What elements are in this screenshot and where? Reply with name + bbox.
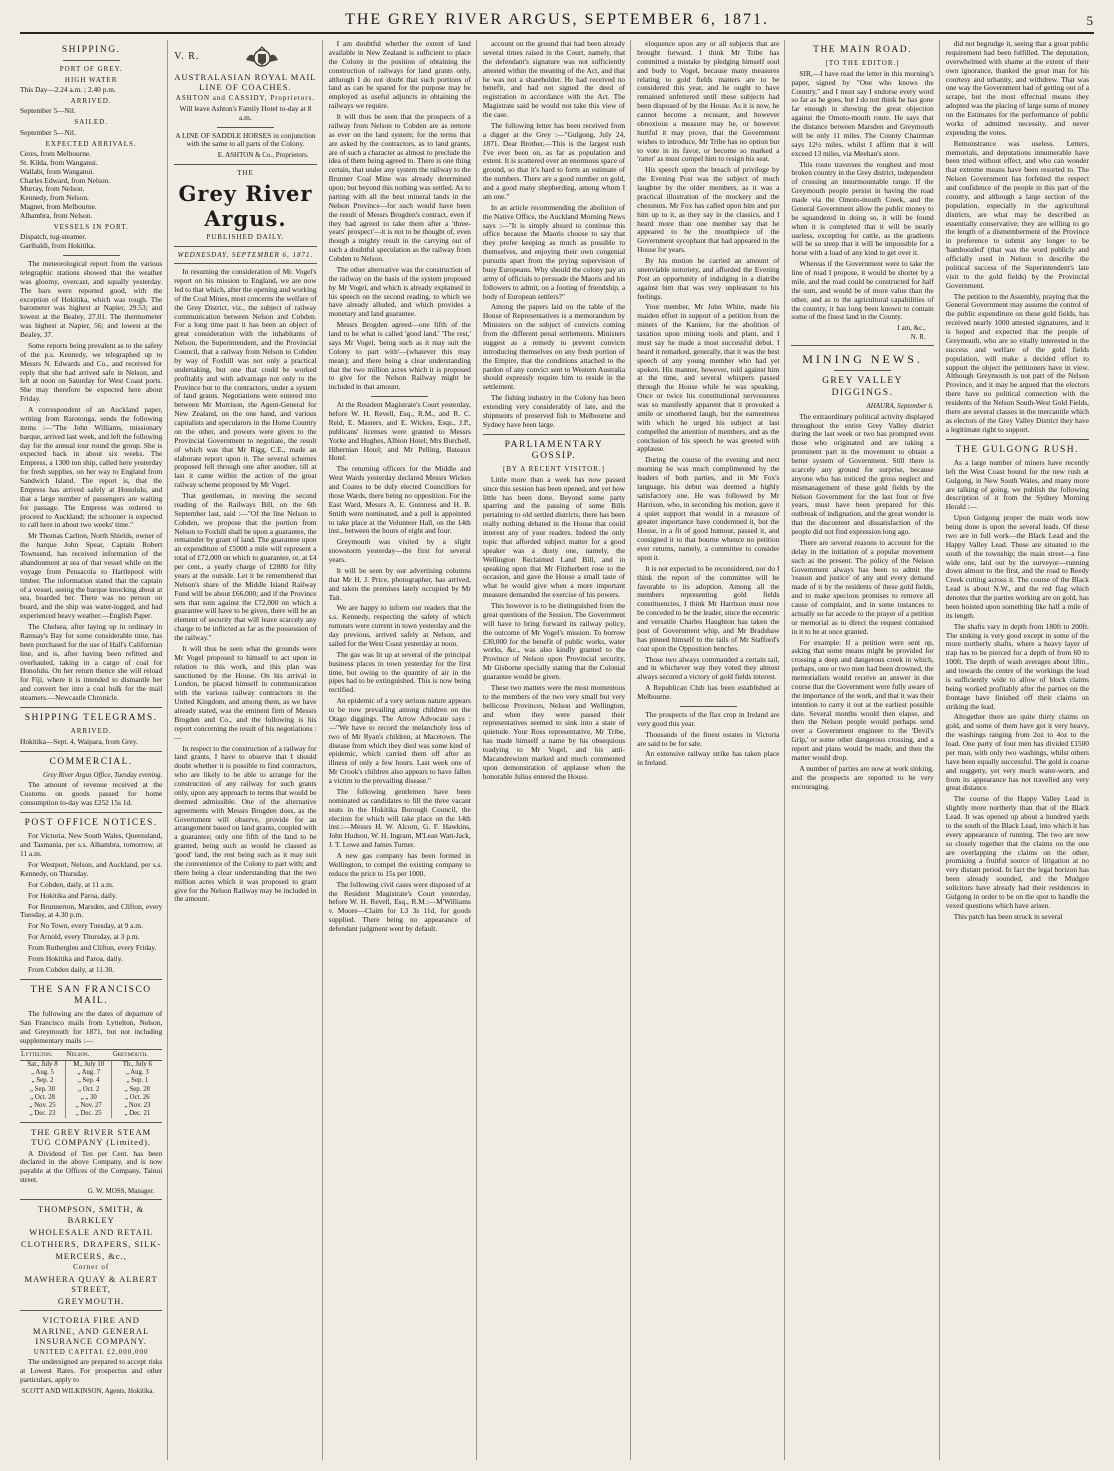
thompson-advert (20, 1204, 162, 1306)
gossip-heading: PARLIAMENTARY GOSSIP. (504, 439, 604, 462)
divider (174, 164, 316, 165)
editorial-paragraph: It will thus be seen what the grounds were Mr Vogel proposed to himself to act upon in relation to this work, and this plan was sanctioned by the House. On his arrival in London, he placed himself in communication with the various railway contractors in the United Kingdom, and among them, as we have already stated, was the eminent firm of Messrs Brogden and Co., and the following is his report concerning the result of his negotiations :— (174, 643, 317, 742)
insurance-advert (20, 1315, 162, 1395)
post-office-heading: POST OFFICE NOTICES. (24, 818, 158, 829)
insurance-heading: VICTORIA FIRE AND MARINE, AND GENERAL INSURANCE COMPANY. (32, 1315, 150, 1346)
divider (63, 255, 120, 256)
gossip-paragraph: A Republican Club has been established at Melbourne. (637, 683, 780, 701)
advert-line: CLOTHIERS, DRAPERS, SILK- (21, 1239, 162, 1250)
san-francisco-heading: THE SAN FRANCISCO MAIL. (30, 984, 152, 1007)
tug-company-advert (20, 1127, 162, 1195)
news-paragraph: account on the ground that had been already several times raised in the Court, namely, that the defendant's signature was not sufficiently attested within the meaning of the Act, and that he was not a shareholder. He had received no benefit, and had not signed the deed of registration in accordance with the Act. The Magistrate said he would not take this view of the case. (482, 40, 626, 119)
divider (483, 434, 625, 435)
table-row (20, 1110, 162, 1118)
mining-paragraph: Remonstrance was useless. Letters, memorials, and deputations innumerable have been tried without effect, and who can wonder that extreme means have been resorted to. The Nelson Government has forfeited the respect and confidence of the people in this part of the country, and although a large section of the population, especially in the agricultural districts, are what may be described as essentially conservative; they are willing to go the length of a dismemberment of the Province in preference to submit any longer to be 'bamboozled' (that was the word publicly and officially used in Nelson to describe the political success of the Superintendent's late visit to the gold fields) by the Provincial Government. (945, 138, 1089, 290)
gossip-paragraph: By his motion he carried an amount of unenviable notoriety, and afforded the Evening Post an opportunity of indulging in a diatribe against him that was very unpleasant to his feelings. (637, 256, 780, 301)
gulgong-paragraph: This patch has been struck in several (953, 911, 1063, 921)
article-paragraph: The undersigned are prepared to accept risks at Lowest Rates. For prospectus and other particulars, apply to (20, 1357, 163, 1385)
table-cell: „ Sep. 4 (66, 1077, 112, 1085)
editorial-paragraph: In respect to the construction of a railway for land grants, I have to observe that I should doubt whether it is possible to find contractors, who are likely to be able to arrange for the construction of any railway for such grants only, upon any approach to terms that would be deemed admissible. One of the alternative agreements with Messrs Brogden does, as the Government will observe, provide for an arrangement based on land grants, coupled with a guarantee; only one fifth of the land to be granted, being such as would be classed as 'good' land, the rest being such as it may suit the convenience of the Colony to part with; and there being a clear understanding that the two million acres which it was proposed to grant give for the Nelson Railway may be included in the amount. (174, 743, 317, 904)
divider (217, 127, 274, 128)
divider (791, 345, 933, 346)
vessels-heading: VESSELS IN PORT. (53, 222, 129, 231)
table-cell: „ Dec. 23 (20, 1110, 66, 1118)
article-paragraph: The meteorological report from the various telegraphic stations showed that the weather was gloomy, overcast, and squally yesterday. The bars were reported good, with the exception of Hokitika, which was rough. The barometer was highest at Napier, 29.53; and lowest at the Bealey, 27.01. The thermometer was highest at Napier, 56; and lowest at the Bealey, 37. (20, 259, 163, 340)
divider (834, 370, 891, 371)
list-item: From Rutherglen and Clifton, every Friday. (28, 943, 157, 953)
editorial-paragraph: It will thus be seen that the prospects of a railway from Nelson to Cobden are as remote as ever on the land system; for the terms that are asked by the contractors, as to land grants, are of such a character as almost to preclude the idea of them being agreed to. There is one thing certain, that under any system the railway to the Brunner Coal Mine was already determined upon; but beyond this nothing was settled. As to parting with all the best mineral lands in the Nelson Province—for such would have been the result of Messrs Brogden's contract, even if they had agreed to take them after a 'three-years' prospect'—it is not to be thought of, even though a mighty result in the carrying out of such a doubtful speculation as the railway from Cobden to Nelson. (328, 112, 471, 263)
tug-signature: G. W. MOSS, Manager. (87, 1187, 155, 1196)
gossip-paragraph: It is not expected to be reconsidered, nor do I think the report of the committee will be favorable to its adoption. Among all the members representing gold fields constituencies, I think Mr Harrison must now be conceded to be the leader, since the eccentric and versatile Charles Haughton has taken the post of Government whip, and Mr Bradshaw has pinned himself to the tails of Mr Stafford's coat upon the Opposition benches. (637, 563, 780, 653)
telegram-line: Hokitika—Sept. 4, Waipara, from Grey. (20, 736, 138, 746)
news-paragraph: The prospects of the flax crop in Ireland are very good this year. (637, 709, 780, 728)
list-item: Alhambra, from Nelson. (20, 211, 93, 221)
divider (20, 979, 162, 980)
divider (20, 707, 162, 708)
news-paragraph: The following civil cases were disposed of at the Resident Magistrate's Court yesterday, before W. H. Revell, Esq., R.M.:—M'Williams v. Moore—Claim for L3 3s 11d, for goods supplied. There being no appearance of defendant judgment went by default. (328, 879, 471, 933)
editorial-paragraph: I am doubtful whether the extent of land available in New Zealand is sufficient to place the Colony in the position of obtaining the construction of railways for land grants only, although I do not doubt that such portions of land as can be spared for the purpose may be employed as useful adjuncts in obtaining the railways we require. (328, 40, 471, 111)
gossip-paragraph: His speech upon the breach of privilege by the Evening Post was the subject of much laughter by the older members, as it was a practical illustration of the mockery and the chessnuts. Mr Fox has called upon him and put him up to it, as they say in the classics, and I heard more than one member say that he appeared to be the mouthpiece of the Government sycophant that had appeared in the House for years. (637, 165, 780, 255)
list-item: Murray, from Nelson. (20, 184, 85, 194)
editorial-paragraph: In resuming the consideration of Mr. Vogel's report on his mission to England, we are now led to that which, after the opening and working of the Coal Mines, most concerns the welfare of the Grey District, viz., the subject of railway communication between Nelson and Cobden. For a long time past it has been an object of great consideration with the inhabitants of Nelson, the Superintendent, and the Provincial Council, that a railway from Nelson to Cobden by way of Foxhill was not only a practical undertaking, but one that could be worked profitably and with advantage not only to the Province but to the contractors, under a system of land grants. Negotiations were entered into between Mr Morrison, the Agent-General for New Zealand, on the one hand, and various capitalists and speculators in the Home Country on the other, and powers were given to the Provincial Government to negotiate, the result of which was that Mr Rigg, C.E., made an elaborate report upon it. The several schemes proposed fell through one after another, till at last it came within the action of the great railway scheme proposed by Mr Vogel. (174, 267, 317, 490)
table-cell: Th., July 6 (122, 1061, 152, 1069)
table-cell: „ Nov. 23 (124, 1101, 151, 1109)
paper-the: THE (237, 168, 254, 177)
table-cell: „ Aug. 5 (20, 1069, 66, 1077)
table-cell: Sat., July 8 (20, 1061, 66, 1070)
advert-line: WHOLESALE AND RETAIL (29, 1226, 153, 1237)
news-paragraph: Greymouth was visited by a slight snowstorm yesterday—the first for several years. (328, 537, 471, 564)
port-heading: PORT OF GREY. (59, 65, 123, 74)
news-paragraph: In an article recommending the abolition of the Native Office, the Auckland Morning News says :—"It is simply absurd to continue this office because the Maoris choose to say that they prefer keeping as much as possible to themselves, and enjoying their own congenial pursuits apart from the prying supervision of busy Europeans. Why should the colony pay an army of officials to persuade the Maoris and his followers to admit, on a footing of friendship, a body of European settlers?" (482, 202, 626, 301)
table-cell: „ „ 30 (66, 1094, 112, 1102)
gossip-paragraph: Those two always commanded a certain tail, and in whichever way they voted they almost always secured a victory of gold fields interest. (637, 654, 780, 682)
divider (63, 60, 120, 61)
list-item: Magnet, from Melbourne. (20, 202, 97, 212)
divider (680, 706, 737, 707)
column-7 (946, 40, 1094, 1460)
expected-heading: EXPECTED ARRIVALS. (45, 139, 137, 148)
letter-paragraph: This route traverses the roughest and most broken country in the Grey district, independent of crossing an insurmountable range. If the Greymouth people persist in having the road made via the Omoto-mouth Creek, and the General Government allow the public money to be squandered in doing so, it will be found when it is completed that it will be nearly useless, excepting for cattle, as the gradients will be so steep that it will be impossible for a horse with a load of any kind to get over it. (791, 159, 934, 258)
royal-mail-heading: AUSTRALASIAN ROYAL MAIL LINE OF COACHES. (174, 72, 317, 93)
article-paragraph: Some reports being prevalent as to the safety of the p.s. Kennedy, we telegraphed up to Messrs N. Edwards and Co., and received for reply that she had arrived safe in Nelson, and left at noon on Saturday for West Coast ports. She may therefore be expected here about Friday. (20, 340, 163, 404)
paper-nameplate: Grey River Argus. (178, 181, 313, 232)
column-2 (174, 40, 322, 1460)
divider (20, 1310, 162, 1311)
news-paragraph: An extensive railway strike has taken place in Ireland. (637, 749, 780, 768)
list-item: Dispatch, tug-steamer. (20, 232, 87, 242)
article-paragraph: Mr Thomas Carlton, North Shields, owner of the barque John Spear, Captain Robert Townsend, has received information of the abandonment at sea of that vessel while on the voyage from Pensacola to Hartlepool with timber. The information stated that the captain of a vessel, seeing the barque knocking about at sea, boarded her. There was no person on board, and the ship was water-logged, and had experienced heavy weather.—English Paper. (20, 531, 163, 621)
table-cell: „ Oct. 28 (20, 1094, 66, 1102)
table-row (20, 1102, 162, 1110)
gulgong-paragraph: The course of the Happy Valley Lead is slightly more northerly than that of the Black Lead. It was opened up about a hundred yards to the south of the Black Lead, into which it has every appearance of running. The two are now so closely together that the claims on the one are overlapping the claims on the other, promising a fruitful source of litigation at no very distant period. In fact the legal horizon has been already sounded, and the Mudgee solicitors have already had their residences in Gulgong in order to be on the spot to handle the vexed questions which have arisen. (945, 794, 1089, 910)
list-item: Kennedy, from Nelson. (20, 193, 89, 203)
table-header: Lyttelton. (20, 1049, 66, 1060)
telegrams-arrived: ARRIVED. (70, 727, 112, 736)
gossip-subheading: [BY A RECENT VISITOR.] (503, 465, 605, 474)
article-paragraph: The Chelsea, after laying up in ordinary in Ramsay's Bay for some considerable time, has been purchased for the use of Hall's Californian line, and is, after having been refitted and overhauled, taking in a cargo of coal for Honolulu. On her return thence she will reload for Fiji, where it is intended to dismantle her and convert her into a coal hulk for the mail steamers.—Newcastle Chronicle. (20, 622, 163, 703)
commercial-heading: COMMERCIAL. (49, 756, 133, 767)
advert-line: Corner of (73, 1263, 110, 1272)
letter-paragraph: SIR,—I have read the letter in this morning's paper, signed by "One who knows the Country," and I must say I endorse every word so far as he goes, but I do not think he has gone far enough in showing the great objection against the Omoto-mouth route. He says that the distance between Marsden and Greymouth will be only 11 miles. The County Chairman says 12½ miles, whilst I affirm that it will exceed 13 miles, via Meehan's store. (791, 68, 934, 158)
royal-coat-of-arms-icon (242, 46, 282, 68)
divider (371, 396, 428, 397)
column-4 (483, 40, 631, 1460)
table-cell: „ Oct. 26 (124, 1093, 150, 1101)
table-cell: „ Sep. 2 (20, 1077, 66, 1085)
news-paragraph: The returning officers for the Middle and West Wards yesterday declared Messrs Wickes and Coates to be duly elected Councillors for those Wards, there being no opposition. For the East Ward, Messrs A. E. Guinness and H. B. Smith were nominated, and a poll is appointed to take place at the Volunteer Hall, on the 14th inst., between the hours of eight and four. (328, 464, 471, 536)
news-paragraph: We are happy to inform our readers that the s.s. Kennedy, respecting the safety of which rumours were current in town yesterday and the day previous, arrived safely at Nelson, and sailed for the West Coast yesterday at noon. (328, 603, 471, 648)
list-item: Garibaldi, from Hokitika. (20, 241, 96, 251)
royal-mail-proprietors: ASHTON and CASSIDY, Proprietors. (175, 94, 316, 103)
gossip-paragraph: This however is to be distinguished from the great questions of the Session. The Government will have to bring forward its railway policy, the outcome of Mr Vogel's mission. To borrow £30,000 for the benefit of public works, water works, &c., was also kindly granted to the Province of Nelson upon Provincial security, Mr Gisborne specially stating that the Colonial guarantee would be given. (482, 601, 626, 682)
divider (946, 439, 1089, 440)
table-cell: M., July 10 (66, 1061, 112, 1070)
column-1 (20, 40, 168, 1460)
news-paragraph: An epidemic of a very serious nature appears to be now prevailing among children on the Otago diggings. The Arrow Advocate says :—"We have to record the melancholy loss of two of Mr Ryan's children, at Macetown. The disease from which they died was some kind of epidemic, which carried them off after an illness of only a few hours. Last week one of Mr Crook's children also appears to have fallen a victim to the prevailing disease." (328, 696, 471, 785)
table-cell: „ Sep. 30 (20, 1086, 66, 1094)
table-row (20, 1077, 162, 1085)
advert-line: MERCERS, &c., (55, 1251, 127, 1262)
table-header: Nelson. (66, 1049, 112, 1060)
divider (20, 812, 162, 813)
list-item: For Arnold, every Thursday, at 3 p.m. (28, 932, 140, 942)
list-item: For Brunnerton, Marsden, and Clifton, every Tuesday, at 4.30 p.m. (20, 901, 163, 920)
mining-news-heading: MINING NEWS. (802, 352, 923, 367)
arrived-heading: ARRIVED. (70, 97, 112, 106)
gossip-paragraph: Your member, Mr John White, made his maiden effort in support of a petition from the miners of the Kaniere, for the abolition of taxation upon mining tools and plant, and I must say he made a most successful debut. I heard it remarked, generally, that it was the best speech of any young member who had yet spoken. His manner, however, told against him at the time, and several whispers passed through the House while he was speaking. Once or twice his constitutional nervousness was so manifestly apparent that it provoked a smile or smothered laugh, but the earnestness with which he urged his subject at last compelled the attention of members, and as the conclusion of his speech he was greeted with applause. (637, 302, 780, 454)
news-paragraph: A new gas company has been formed in Wellington, to compel the existing company to reduce the price to 15s per 1000. (328, 851, 471, 878)
list-item: For Westport, Nelson, and Auckland, per s.s. Kennedy, on Thursday. (20, 860, 163, 878)
news-paragraph: The following letter has been received from a digger at the Grey :—"Gulgong, July 24, 1871. Dear Brother,—This is the largest rush I've ever been on, as far as population and extent. It is scattered over an enormous space of ground, so that it's hard to form an estimate of the numbers. There are a good number on gold, and a good many shepherding, among whom I am one." (482, 120, 626, 201)
table-cell: „ Oct. 2 (66, 1086, 112, 1094)
masthead-title: THE GREY RIVER ARGUS, SEPTEMBER 6, 1871. (345, 11, 769, 28)
letter-paragraph: Whereas if the Government were to take the line of road I propose, it would be shorter by a mile, and the road could be constructed for half the sum, and would be of more value than the other, and as to the agricultural capabilities of the country, it has long been known to contain some of the finest land in the County. (791, 259, 934, 322)
table-cell: „ Sep. 1 (126, 1077, 149, 1085)
list-item: St. Kilda, from Wanganui. (20, 157, 98, 167)
table-cell: „ Sep. 28 (124, 1085, 150, 1093)
editorial-paragraph: That gentleman, in moving the second reading of the Railways Bill, on the 6th September last, said :—"Of the line Nelson to Cobden, we propose that the portion from Nelson to Foxhill shall be upon a guarantee, the remainder by grant of land. The guarantee upon an expenditure of £5000 a mile will represent a total of £72,000 on which to guarantee, or, at £4 per cent., a yearly charge of £2880 for fifty years at the outside. Let it be remembered that Nelson's share of the Middle Island Railway Fund will be about £66,000; and if the Province sets that sum against the £72,000 on which a guarantee will have to be given, there will be an element of security that will leave scarcely any charge to be inflicted as far as the possession of the railway." (174, 491, 317, 643)
divider (174, 263, 316, 264)
list-item: From Hokitika and Paroa, daily. (28, 953, 123, 963)
mining-paragraph: The extraordinary political activity displayed throughout the entire Grey Valley district during the last week or two has prompted even those who originated and are taking a prominent part in the movement to obtain a better system of Government. Still there is scarcely any ground for surprise, because anyone who has noticed the gross neglect and mismanagement of these gold fields by the Nelson Government for the last four or five years, must have been prepared for this outbreak of indignation, and the great wonder is that the discontent and dissatisfaction of the people did not find expression long ago. (791, 411, 934, 536)
mining-paragraph: The petition to the Assembly, praying that the General Government may assume the control of the public expenditure on these gold fields, has received nearly 1000 attested signatures, and it is hoped and expected that the people of Greymouth, who are so vitally interested in the success and welfare of the gold fields population, will make a decided effort to support the object the petitioners have in view. Although Greymouth is not part of the Nelson Province, and it may be argued that the electors there have no political connection with the residents of the Nelson South-West Gold Fields, there are several classes in the mercantile which as electors of the Grey Valley District they have a legitimate right to support. (945, 291, 1089, 434)
column-6 (791, 40, 939, 1460)
expected-list (20, 150, 162, 221)
list-item: For No Town, every Tuesday, at 9 a.m. (28, 921, 143, 931)
main-road-subheading: [TO THE EDITOR.] (825, 59, 900, 68)
news-paragraph: At the Resident Magistrate's Court yesterday, before W. H. Revell, Esq., R.M., and R. C. Reid, E. Masters, and E. Wickes, Esqs., J.P., publicans' licenses were granted to Messrs Yorke and Hughes, Albion Hotel; Mrs Burchell, Hibernian Hotel; and Mr Pelling, Bateaux Hotel. (328, 400, 471, 463)
published-daily: PUBLISHED DAILY. (206, 233, 285, 242)
editorial-dateline: WEDNESDAY, SEPTEMBER 6, 1871. (177, 250, 314, 259)
list-item: For Cobden, daily, at 11 a.m. (28, 879, 114, 889)
high-water-heading: HIGH WATER (64, 75, 118, 84)
news-paragraph: Thousands of the finest estates in Victoria are said to be for sale. (637, 729, 780, 748)
insurance-capital: UNITED CAPITAL £2,000,000 (33, 1347, 149, 1356)
news-paragraph: It will be seen by our advertising columns that Mr H. J. Price, photographer, has arrived, and taken the premises lately occupied by Mr Tait. (328, 565, 471, 602)
table-cell: „ Aug. 3 (125, 1069, 149, 1077)
table-row (20, 1086, 162, 1094)
masthead (20, 8, 1094, 34)
list-item: Charles Edward, from Nelson. (20, 175, 111, 185)
list-item: Ceres, from Melbourne. (20, 148, 92, 158)
article-paragraph: A correspondent of an Auckland paper, writing from Rarotonga, sends the following items :—"The John Williams, missionary barque, arrived last week, and left the following day for the annual tour round the group. She is expected back in about six weeks. The Empress, a 1300 ton ship, called here yesterday for fresh supplies, on her way to England from Sandwich Island. The report is, that the Empress has arrived safely at Honolulu, and that a large number of passengers are waiting for passage. The Empress was ordered to proceed to Auckland; the schooner is expected to call here in about two weeks' time." (20, 405, 163, 530)
table-row (20, 1061, 162, 1070)
column-3 (329, 40, 477, 1460)
editorial-paragraph: Messrs Brogden agreed—one fifth of the land to be what is called 'good land.' 'The rest,' says Mr Vogel, 'being such as it may suit the Colony to part with'—(whatever this may mean); and there being a clear understanding that the two million acres which it is proposed to give for the Nelson Railway might be included in that amount. (328, 320, 471, 392)
gossip-paragraph: eloquence upon any or all subjects that are brought forward. I think Mr Tribe has committed a mistake by pledging himself soul and body to Vogel, because many measures relating to gold fields matters are to be considered this year, and he ought to have remained unfettered until these subjects had been disposed of by the House. As it is now, he cannot become a recusant, and however obnoxious a measure may be, or however hurtful it may prove, that the Government wishes to introduce, Mr Tribe has no option but to vote in its favor, or become so marked a 'ratter' as must compel him to resign his seat. (637, 40, 780, 164)
table-cell: „ Dec. 21 (124, 1110, 151, 1118)
list-item: Wallabi, from Wanganui. (20, 166, 95, 176)
mining-paragraph: There are several reasons to account for the delay in the initiation of a popular movement such as the present. The policy of the Nelson Government always has been to admit the 'reason and justice' of any and every demand made of it by the residents of these gold fields, and to make specious promises to remove all cause of complaint, and in some instances to actually so far accede to the prayer of a petition or memorial as to direct the request contained in it to be at once granted. (791, 537, 934, 636)
divider (174, 246, 316, 247)
news-paragraph: The gas was lit up at several of the principal business places in town yesterday for the first time, but owing to the quantity of air in the pipes had to be extinguished. This is now being rectified. (328, 649, 471, 695)
royal-crest-row (174, 44, 316, 70)
grey-valley-heading: GREY VALLEY DIGGINGS. (822, 376, 904, 398)
article-paragraph: A LINE OF SADDLE HORSES in conjunction with the same to all parts of the Colony. (175, 130, 316, 149)
mail-dates-table (20, 1049, 162, 1118)
shipping-heading: SHIPPING. (61, 45, 121, 55)
column-5 (637, 40, 785, 1460)
divider (20, 751, 162, 752)
telegrams-heading: SHIPPING TELEGRAMS. (24, 712, 158, 723)
gossip-paragraph: Little more than a week has now passed since this session has been opened, and yet how little has been done. Beyond some party sparring and the passing of some Bills pertaining to old settled districts, there has been really nothing debated in the House that could interest any of your readers. Indeed the only topic that afforded subject matter for a good speaker was a dusty one, namely, the Wellington Reclaimed Land Bill, and in speaking upon that Mr Fitzherbert rose to the occasion, and gave the House a small taste of what he would give when a more important measure demanded the exercise of his powers. (482, 474, 626, 600)
letter-signature: N. R. (910, 332, 926, 341)
article-paragraph: The following are the dates of departure of San Francisco mails from Lyttelton, Nelson, and Greymouth for 1871, but not including supplementary mails :— (20, 1009, 163, 1046)
news-paragraph: Among the papers laid on the table of the House of Representatives is a memorandum by Ministers on the subject of convicts coming from the different penal settlements. Ministers suggest as a remedy to prevent convicts introducing themselves on any fresh portion of the Empire, that the conditions attached to the pardon of any convict sent to Western Australia should expressly require him to reside in the settlement. (482, 302, 626, 392)
divider (20, 1199, 162, 1200)
table-cell: „ Aug. 7 (66, 1069, 112, 1077)
mining-paragraph: For example: If a petition were sent up, asking that some means might be provided for crossing a deep and dangerous creek in which, perhaps, one or two men had been drowned, the memorialists would receive an answer in due course that the Government were fully aware of the importance of the work, and that it was their intention to carry it out at the earliest possible date. Several months would then elapse, and then the Nelson people would perhaps send over a Government engineer to the 'Devil's Grip,' or some other dangerous crossing, and a report and plans would be made, and then the matter would drop. (791, 637, 934, 762)
article-paragraph: Will leave Ashton's Family Hotel to-day at 8 a.m. (179, 103, 312, 122)
list-item: For Victoria, New South Wales, Queensland, and Tasmania, per s.s. Alhambra, tomorrow, at 11 a.m. (20, 831, 163, 859)
gossip-paragraph: These two matters were the most momentous to the members of the two very small but very bellicose Provinces, Nelson and Wellington, and when they were passed their representatives seemed to sink into a state of quietude. Your Ross representative, Mr Tribe, has made himself a name by his obsequious toadying to Mr Vogel, and his anti-Macandrewism marked and much commented upon demonstration of applause when the honorable Julius entered the House. (482, 682, 626, 781)
gulgong-paragraph: As a large number of miners have recently left the West Coast bound for the new rush at Gulgong, in New South Wales, and many more are talking of going, we publish the following description of it from the Sydney Morning Herald :— (945, 457, 1089, 512)
table-cell: „ Nov. 27 (66, 1102, 112, 1110)
news-paragraph: The following gentlemen have been nominated as candidates to fill the three vacant seats in the Hokitika Borough Council, the election for which will take place on the 14th inst.:—Messrs H. W. Alcorn, G. F. Hawkins, John Hudson, W. H. Ingram, M'Lean Watt-Jack, J. T. Lowe and James Turner. (328, 786, 471, 850)
advert-line: GREYMOUTH. (57, 1296, 125, 1307)
editorial-paragraph: The other alternative was the construction of the railway on the basis of the system proposed by Mr Vogel, and which is already explained in his speech on the second reading, to which we have already alluded, and which provides a monetary and land guarantee. (328, 264, 471, 319)
gossip-paragraph: During the course of the evening and next morning he was much complimented by the leaders of both parties, and in Mr Fox's language, his debut was deemed a highly satisfactory one. He was followed by Mr Harrison, who, in seconding his motion, gave it a quiet support that would in a measure of greater importance have condemned it, but the House, in a fit of good humour, passed it, and consigned it to that bourne whence no petition ever returns, namely, a committee to consider upon it. (637, 455, 780, 562)
high-water-line: This Day—2.24 a.m. ; 2.40 p.m. (20, 85, 116, 95)
article-paragraph: The amount of revenue received at the Customs on goods passed for home consumption to-day was £252 15s 1d. (20, 780, 163, 808)
mining-paragraph: did not begrudge it, seeing that a great public requirement had been fulfilled. The deputation, overwhelmed with shame at the extent of their own ignorance, thanked the great man for his courtesy and urbanity, and withdrew. That was one way the Government had of getting out of a scrape, but the most effectual means they adopted was the placing of large sums of money on the Estimates for the performance of public works of admitted necessity, and never expending the votes. (945, 40, 1089, 137)
gulgong-paragraph: Altogether there are quite thirty claims on gold, and some of them have got it very heavy, the washings ranging from 2oz to 4oz to the load. One party of four men has divided £1500 per man, with only two washings, whilst others have been equally successful. The gold is coarse and nuggetty, yet very much water-worn, and from its appearance has not travelled any very great distance. (945, 712, 1089, 793)
tug-heading: THE GREY RIVER STEAM TUG COMPANY (Limited). (31, 1127, 152, 1148)
list-item: From Cobden daily, at 11.30. (28, 964, 115, 974)
sailed-line: September 5—Nil. (20, 127, 76, 137)
main-road-heading: THE MAIN ROAD. (813, 45, 912, 55)
list-item: For Hokitika and Paroa, daily. (28, 890, 118, 900)
sailed-heading: SAILED. (74, 118, 108, 127)
gulgong-paragraph: The shafts vary in depth from 180ft to 200ft. The sinking is very good except in some of the more northerly shafts, where a heavy layer of trap has to be pierced for a depth of from 60 to 100ft. The depth of wash averages about 18in., and towards the centre of the workings the lead is sufficiently wide to allow of block claims being worked profitably after the parties on the frontage have finished off their claims on striking the lead. (945, 621, 1089, 711)
advert-line: MAWHERA QUAY & ALBERT STREET, (24, 1273, 158, 1294)
table-row (20, 1094, 162, 1102)
mining-paragraph: A number of parties are now at work sinking, and the prospects are reported to be very encouraging. (791, 763, 934, 791)
letter-closing: I am, &c., (897, 324, 926, 333)
arrived-line: September 5—Nil. (20, 106, 76, 116)
table-header: Greymouth. (112, 1049, 162, 1060)
table-cell: „ Dec. 25 (66, 1110, 112, 1118)
vr-monogram: V. R. (174, 51, 200, 62)
newspaper-columns (20, 40, 1094, 1460)
article-paragraph: A Dividend of Ten per Cent. has been declared in the above Company, and is now payable at the Offices of the Company, Tainui street. (20, 1148, 163, 1185)
masthead-page-number: 5 (1086, 13, 1094, 28)
thompson-heading: THOMPSON, SMITH, & BARKLEY (37, 1204, 145, 1225)
table-row (20, 1069, 162, 1077)
horses-signature: E. ASHTON & Co., Proprietors. (217, 151, 309, 160)
divider (20, 1122, 162, 1123)
news-paragraph: The fishing industry in the Colony has been extending very considerably of late, and the shipments of preserved fish to Melbourne and Sydney have been large. (482, 393, 626, 429)
grey-valley-dateline: AHAURA, September 6. (866, 402, 934, 411)
insurance-signature: SCOTT AND WILKINSON, Agents, Hokitika. (21, 1386, 155, 1395)
gulgong-paragraph: Upon Gulgong proper the main work now being done is upon the several leads. Of these two are in full work—the Black Lead and the Happy Valley Lead. These are situated to the south of the township; the main street—a fine wide one, laid out by the surveyor—running down almost to the first, and the road to Reedy Creek cutting across it. The course of the Black Lead is about N.W., and the red flag which denotes that the parties working are on gold, has been hoisted upon something like half a mile of its length. (945, 513, 1089, 620)
table-cell: „ Nov. 25 (20, 1102, 66, 1110)
gulgong-heading: THE GULGONG RUSH. (955, 444, 1080, 455)
commercial-dateline: Grey River Argus Office, Tuesday evening. (42, 771, 163, 780)
royal-mail-advert (174, 44, 316, 160)
